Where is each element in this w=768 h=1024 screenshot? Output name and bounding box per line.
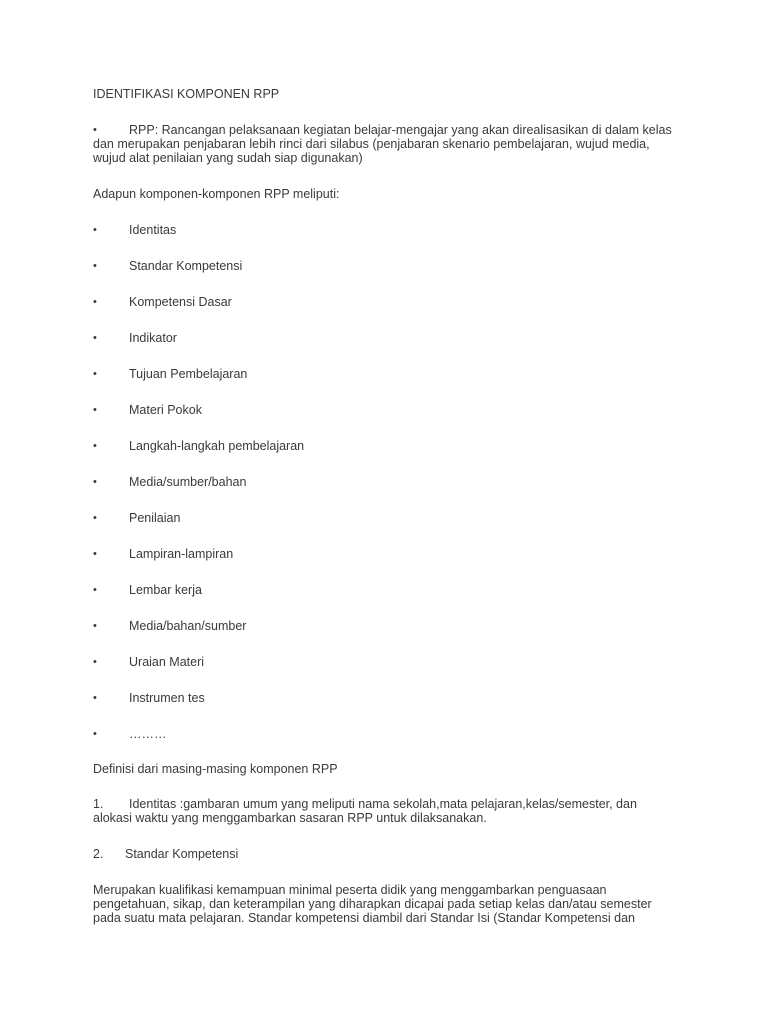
intro-bullet-text: RPP: Rancangan pelaksanaan kegiatan belajar-mengajar yang akan direalisasikan di dalam kelas dan merupakan penjabaran lebih rinci dari silabus (penjabaran skenario pembelajaran, wujud media, wujud alat penilaian yang sudah siap digunakan) (93, 123, 672, 165)
list-item-label: Langkah-langkah pembelajaran (129, 439, 305, 453)
list-item-label: Identitas (129, 223, 177, 237)
definitions-intro: Definisi dari masing-masing komponen RPP (93, 762, 338, 776)
intro-bullet (93, 123, 683, 165)
list-item-label: ……… (129, 727, 167, 741)
bullet-dot: • (93, 224, 97, 236)
list-item-label: Instrumen tes (129, 691, 205, 705)
list-item-label: Tujuan Pembelajaran (129, 367, 248, 381)
definition-text: Standar Kompetensi (125, 847, 239, 861)
doc-title: IDENTIFIKASI KOMPONEN RPP (93, 87, 280, 101)
definition-2-heading (93, 847, 683, 861)
list-item-label: Materi Pokok (129, 403, 202, 417)
list-item-label: Uraian Materi (129, 655, 205, 669)
bullet-dot: • (93, 728, 97, 740)
list-item-label: Media/sumber/bahan (129, 475, 247, 489)
list-item-label: Media/bahan/sumber (129, 619, 247, 633)
list-item-label: Indikator (129, 331, 177, 345)
definition-number: 1. (93, 797, 104, 811)
bullet-dot: • (93, 476, 97, 488)
bullet-dot: • (93, 584, 97, 596)
definition-2-body: Merupakan kualifikasi kemampuan minimal peserta didik yang menggambarkan penguasaan pengetahuan, sikap, dan keterampilan yang diharapkan dicapai pada setiap kelas dan/atau semester pada suatu mata pelajaran. Standar kompetensi diambil dari Standar Isi (Standar Kompetensi dan (93, 883, 652, 925)
components-intro: Adapun komponen-komponen RPP meliputi: (93, 187, 340, 201)
bullet-dot: • (93, 332, 97, 344)
definition-1 (93, 797, 673, 825)
definition-number: 2. (93, 847, 104, 861)
list-item-label: Penilaian (129, 511, 181, 525)
bullet-dot: • (93, 692, 97, 704)
list-item-label: Lembar kerja (129, 583, 202, 597)
bullet-dot: • (93, 368, 97, 380)
bullet-dot: • (93, 260, 97, 272)
bullet-dot: • (93, 512, 97, 524)
list-item-label: Standar Kompetensi (129, 259, 243, 273)
definition-text: Identitas :gambaran umum yang meliputi nama sekolah,mata pelajaran,kelas/semester, dan alokasi waktu yang menggambarkan sasaran RPP untuk dilaksanakan. (93, 797, 637, 825)
list-item-label: Kompetensi Dasar (129, 295, 232, 309)
bullet-dot: • (93, 548, 97, 560)
bullet-dot: • (93, 440, 97, 452)
list-item-label: Lampiran-lampiran (129, 547, 234, 561)
bullet-dot: • (93, 620, 97, 632)
bullet-dot: • (93, 656, 97, 668)
bullet-dot: • (93, 296, 97, 308)
bullet-dot: • (93, 404, 97, 416)
bullet-dot: • (93, 124, 97, 136)
